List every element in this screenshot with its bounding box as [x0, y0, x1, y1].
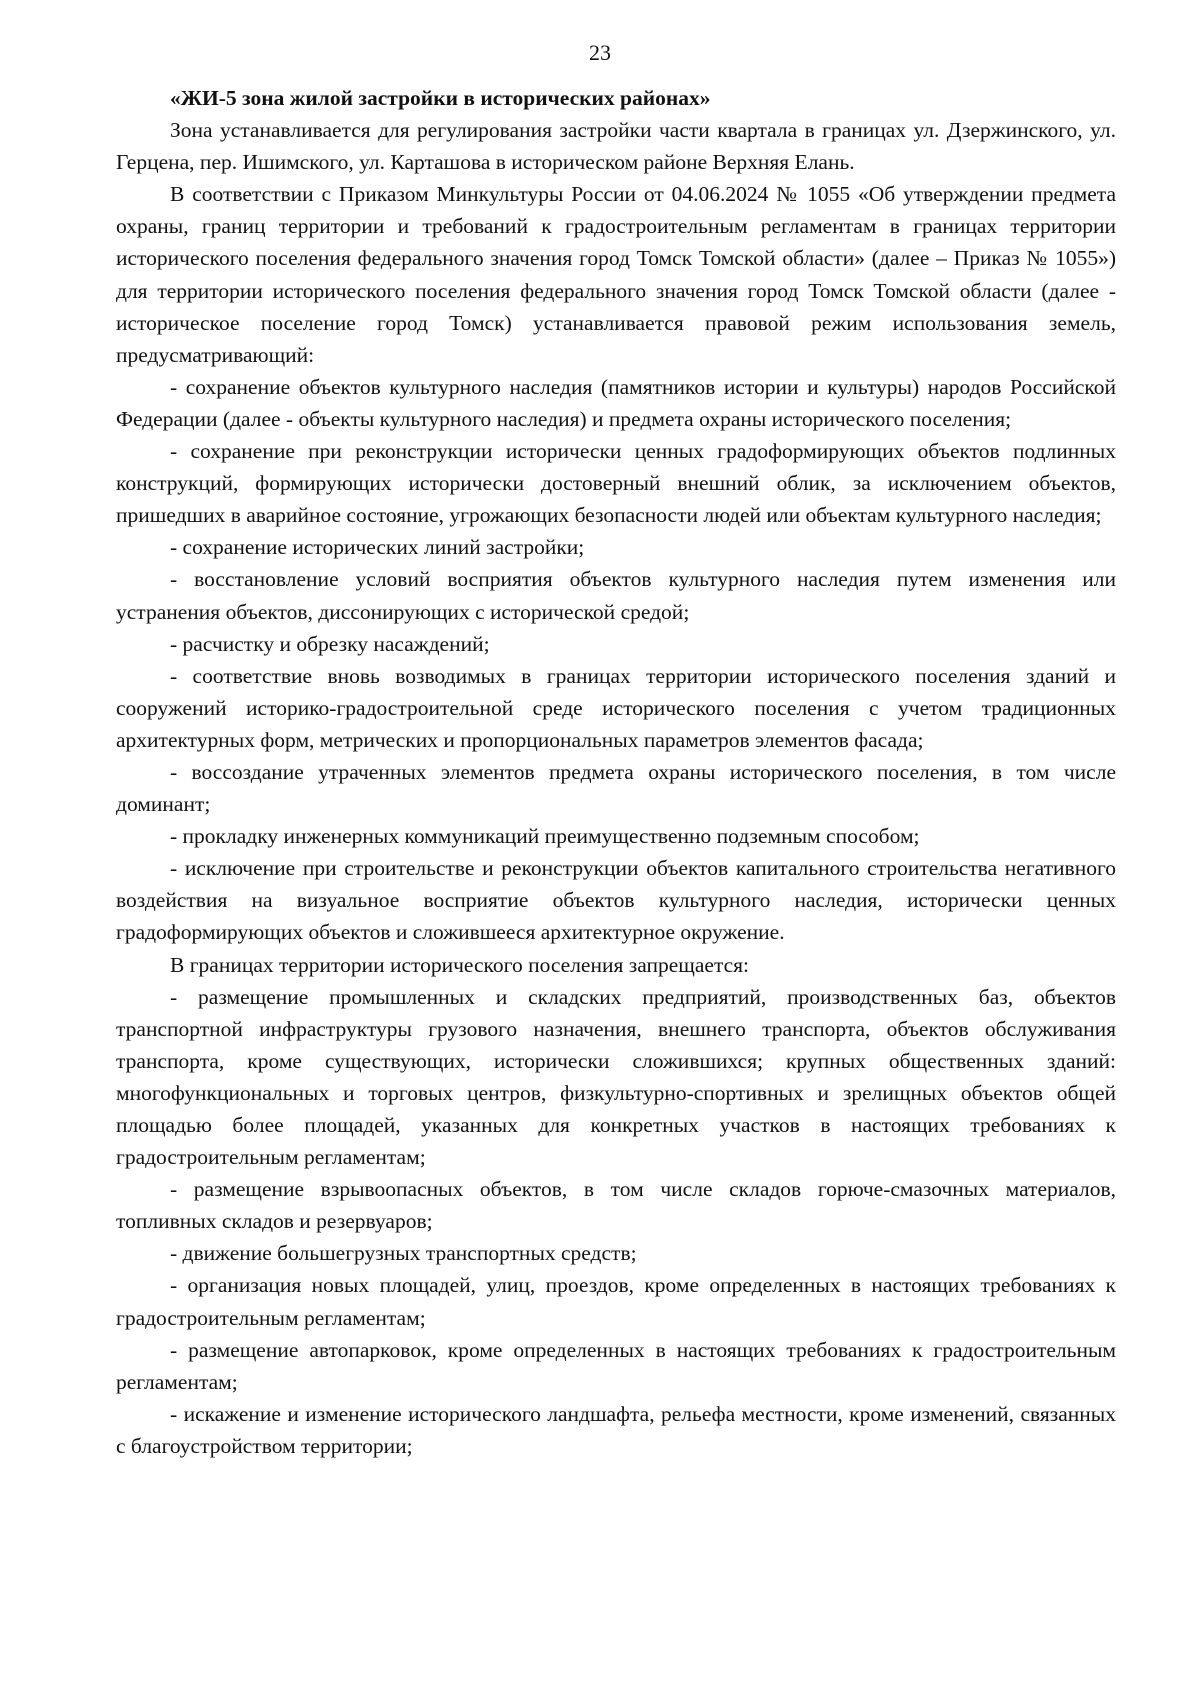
list-item: - размещение автопарковок, кроме определенных в настоящих требованиях к градостроительным регламентам; [116, 1337, 1116, 1394]
list-item: - движение большегрузных транспортных средств; [170, 1241, 637, 1266]
list-item: - сохранение объектов культурного наследия (памятников истории и культуры) народов Российской Федерации (далее - объекты культурного наследия) и предмета охраны исторического поселения; [116, 374, 1116, 431]
list-item: - воссоздание утраченных элементов предмета охраны исторического поселения, в том числе доминант; [116, 759, 1116, 817]
list-item: - расчистку и обрезку насаждений; [170, 631, 490, 656]
list-item: - восстановление условий восприятия объектов культурного наследия путем изменения или устранения объектов, диссонирующих с исторической средой; [116, 567, 1116, 624]
paragraph-prohibitions-heading: В границах территории исторического поселения запрещается: [170, 952, 750, 977]
paragraph-legal-regime: В соответствии с Приказом Минкультуры России от 04.06.2024 № 1055 «Об утверждении предмета охраны, границ территории и требований к градостроительным регламентам в границах территории исторического поселения федерального значения город Томск Томской области» (далее – Приказ № 1055») для территории исторического поселения федерального значения город Томск Томской области (далее - историческое поселение город Томск) устанавливается правовой режим использования земель, предусматривающий: [116, 182, 1116, 367]
list-item: - соответствие вновь возводимых в границах территории исторического поселения зданий и сооружений историко-градостроительной среде исторического поселения с учетом традиционных архитектурных форм, метрических и пропорциональных параметров элементов фасада; [116, 663, 1116, 752]
document-body [116, 82, 1116, 1462]
paragraph-zone-description: Зона устанавливается для регулирования застройки части квартала в границах ул. Дзержинского, ул. Герцена, пер. Ишимского, ул. Карташова в историческом районе Верхняя Елань. [116, 118, 1116, 175]
list-item: - сохранение при реконструкции исторически ценных градоформирующих объектов подлинных конструкций, формирующих исторически достоверный внешний облик, за исключением объектов, пришедших в аварийное состояние, угрожающих безопасности людей или объектам культурного наследия; [116, 439, 1116, 528]
list-item: - искажение и изменение исторического ландшафта, рельефа местности, кроме изменений, связанных с благоустройством территории; [116, 1401, 1116, 1458]
list-item: - исключение при строительстве и реконструкции объектов капитального строительства негативного воздействия на визуальное восприятие объектов культурного наследия, исторически ценных градоформирующих объектов и сложившееся архитектурное окружение. [116, 856, 1116, 945]
list-item: - прокладку инженерных коммуникаций преимущественно подземным способом; [170, 824, 920, 849]
list-item: - сохранение исторических линий застройки; [170, 535, 585, 560]
list-item: - организация новых площадей, улиц, проездов, кроме определенных в настоящих требованиях к градостроительным регламентам; [116, 1273, 1116, 1330]
list-item: - размещение взрывоопасных объектов, в том числе складов горюче-смазочных материалов, топливных складов и резервуаров; [116, 1177, 1116, 1234]
page-number: 23 [589, 40, 611, 65]
list-item: - размещение промышленных и складских предприятий, производственных баз, объектов транспортной инфраструктуры грузового назначения, внешнего транспорта, объектов обслуживания транспорта, кроме существующих, исторически сложившихся; крупных общественных зданий: многофункциональных и торговых центров, физкультурно-спортивных и зрелищных объектов общей площадью более площадей, указанных для конкретных участков в настоящих требованиях к градостроительным регламентам; [116, 984, 1116, 1170]
section-title: «ЖИ-5 зона жилой застройки в исторических районах» [170, 86, 711, 110]
